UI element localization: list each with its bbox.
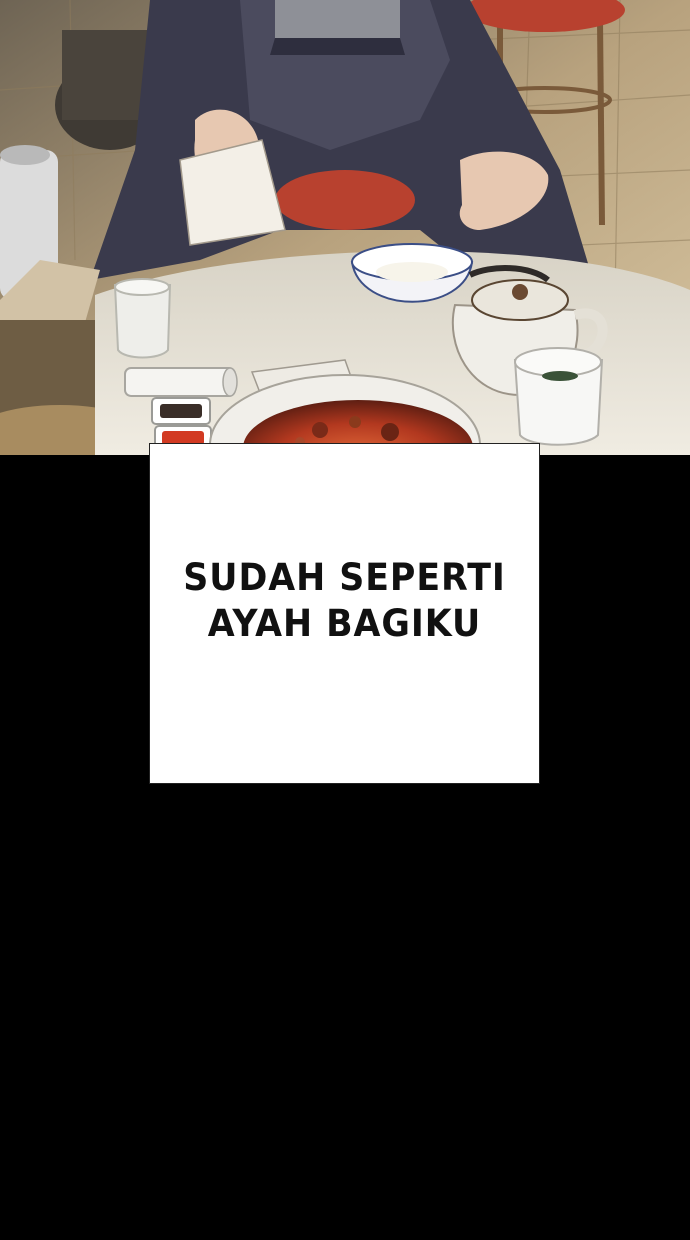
rolled-towel xyxy=(125,368,237,396)
sauce-dishes xyxy=(152,398,211,448)
caption-line-2: AYAH BAGIKU xyxy=(207,601,482,645)
caption-line-1: SUDAH SEPERTI xyxy=(183,555,506,599)
comic-panel-illustration xyxy=(0,0,690,455)
napkin-holder xyxy=(0,260,105,430)
caption-text xyxy=(173,555,516,647)
cup-left xyxy=(115,279,170,358)
cup-right xyxy=(515,348,602,445)
red-chair-seat xyxy=(275,170,415,230)
caption-box xyxy=(149,443,540,784)
